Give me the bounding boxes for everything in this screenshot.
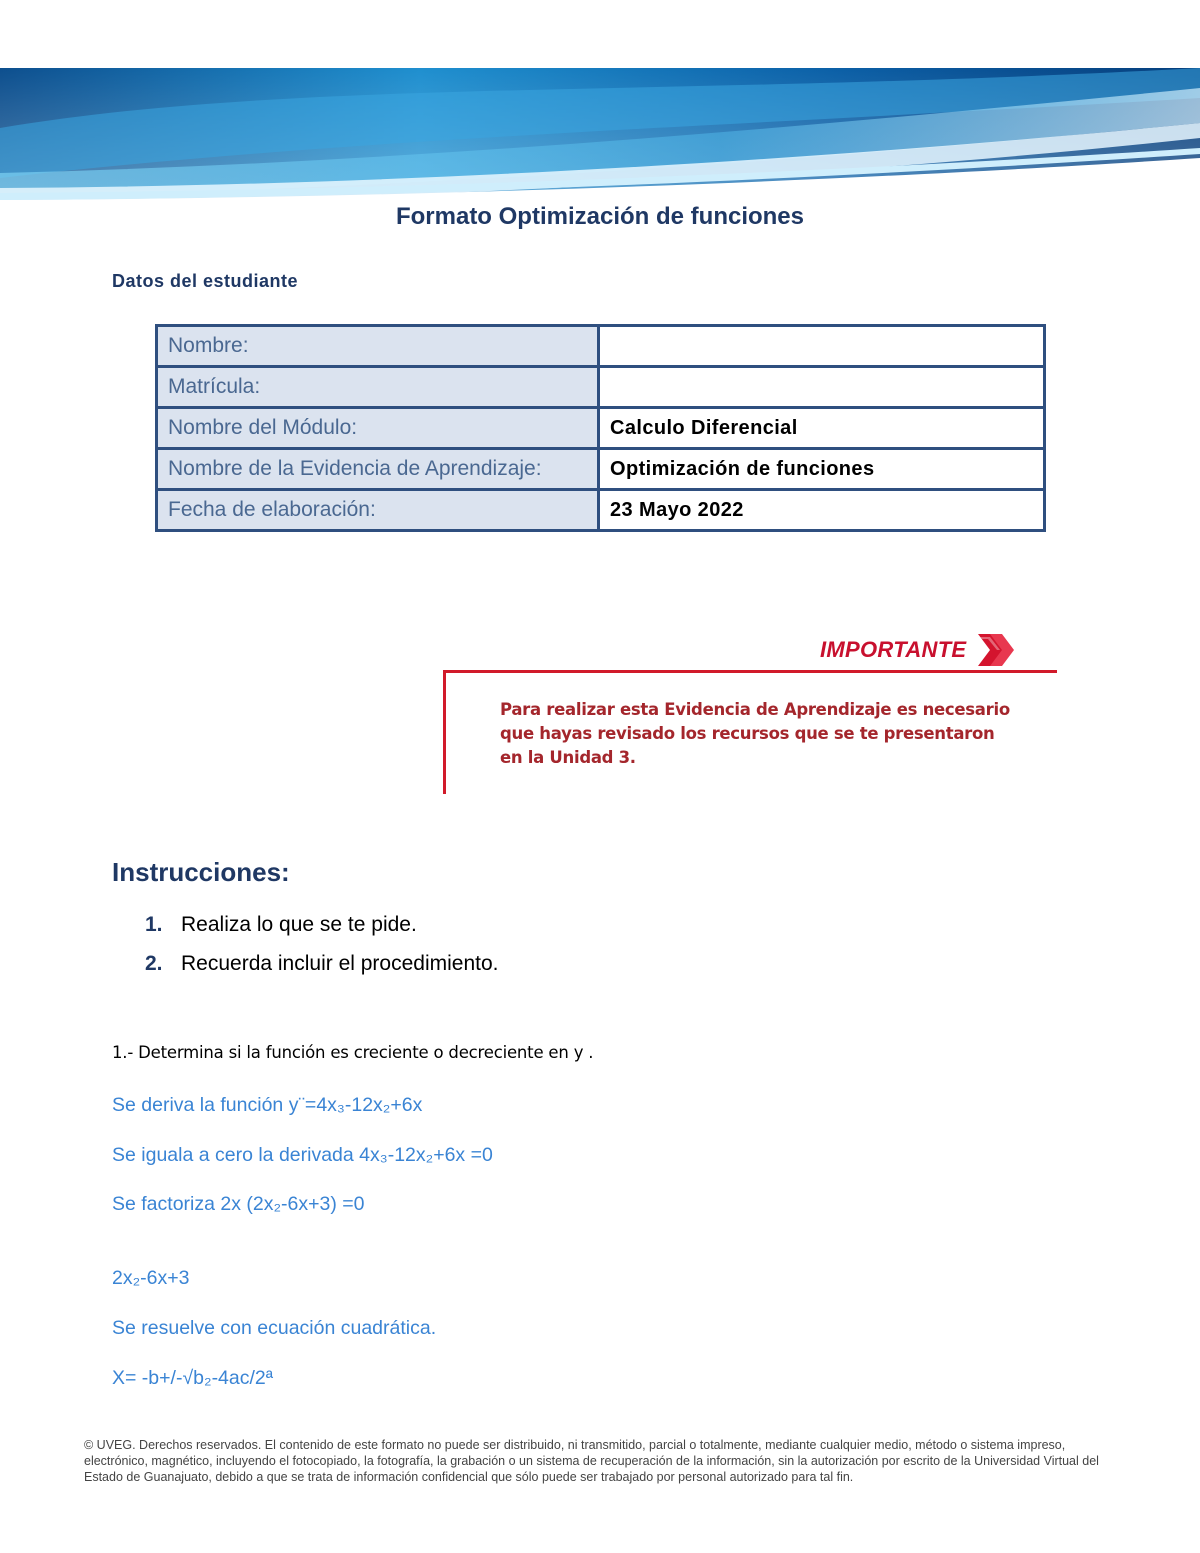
- value-matricula[interactable]: [599, 367, 1045, 408]
- solution-step: Se deriva la función y¨=4x₃-12x₂+6x: [112, 1094, 423, 1116]
- label-fecha: Fecha de elaboración:: [157, 490, 599, 531]
- list-item-text: Realiza lo que se te pide.: [181, 913, 417, 936]
- student-data-table: [155, 324, 1046, 532]
- student-data-heading: Datos del estudiante: [112, 271, 299, 291]
- value-fecha[interactable]: 23 Mayo 2022: [599, 490, 1045, 531]
- solution-step: Se resuelve con ecuación cuadrática.: [112, 1317, 437, 1339]
- solution-step: X= -b+/-√b₂-4ac/2ª: [112, 1367, 273, 1389]
- solution-step: 2x₂-6x+3: [112, 1267, 190, 1289]
- label-modulo: Nombre del Módulo:: [157, 408, 599, 449]
- problem-statement: 1.- Determina si la función es creciente o decreciente en y .: [112, 1043, 594, 1062]
- value-evidencia[interactable]: Optimización de funciones: [599, 449, 1045, 490]
- list-item-number: 2.: [145, 952, 163, 975]
- important-message: Para realizar esta Evidencia de Aprendizaje es necesario que hayas revisado los recursos que se te presentaron en la Unidad 3.: [500, 700, 1010, 767]
- important-divider-top: [445, 670, 1057, 673]
- list-item-text: Recuerda incluir el procedimiento.: [181, 952, 499, 975]
- list-item: [145, 905, 499, 944]
- important-title: IMPORTANTE: [820, 637, 967, 662]
- list-item: [145, 944, 499, 983]
- double-chevron-right-icon: [974, 630, 1018, 675]
- table-row: [157, 326, 1045, 367]
- header-banner: [0, 68, 1200, 218]
- value-nombre[interactable]: [599, 326, 1045, 367]
- copyright-footer: © UVEG. Derechos reservados. El contenido de este formato no puede ser distribuido, ni transmitido, parcial o totalmente, mediante cualquier medio, método o sistema impreso, electrónico, magnético, incluyendo el fotocopiado, la fotografía, la grabación o un sistema de recuperación de la información, sin la autorización por escrito de la Universidad Virtual del Estado de Guanajuato, debido a que se trata de información confidencial que sólo puede ser trabajado por personal autorizado para tal fin.: [84, 1438, 1099, 1484]
- label-evidencia: Nombre de la Evidencia de Aprendizaje:: [157, 449, 599, 490]
- important-divider-side: [443, 670, 446, 794]
- list-item-number: 1.: [145, 913, 163, 936]
- page-title: Formato Optimización de funciones: [395, 203, 805, 230]
- value-modulo[interactable]: Calculo Diferencial: [599, 408, 1045, 449]
- table-row: [157, 449, 1045, 490]
- table-row: [157, 367, 1045, 408]
- table-row: [157, 408, 1045, 449]
- label-nombre: Nombre:: [157, 326, 599, 367]
- label-matricula: Matrícula:: [157, 367, 599, 408]
- solution-step: Se factoriza 2x (2x₂-6x+3) =0: [112, 1193, 365, 1215]
- solution-step: Se iguala a cero la derivada 4x₃-12x₂+6x =0: [112, 1144, 493, 1166]
- table-row: [157, 490, 1045, 531]
- instructions-list: [145, 905, 499, 983]
- instructions-heading: Instrucciones:: [112, 857, 290, 887]
